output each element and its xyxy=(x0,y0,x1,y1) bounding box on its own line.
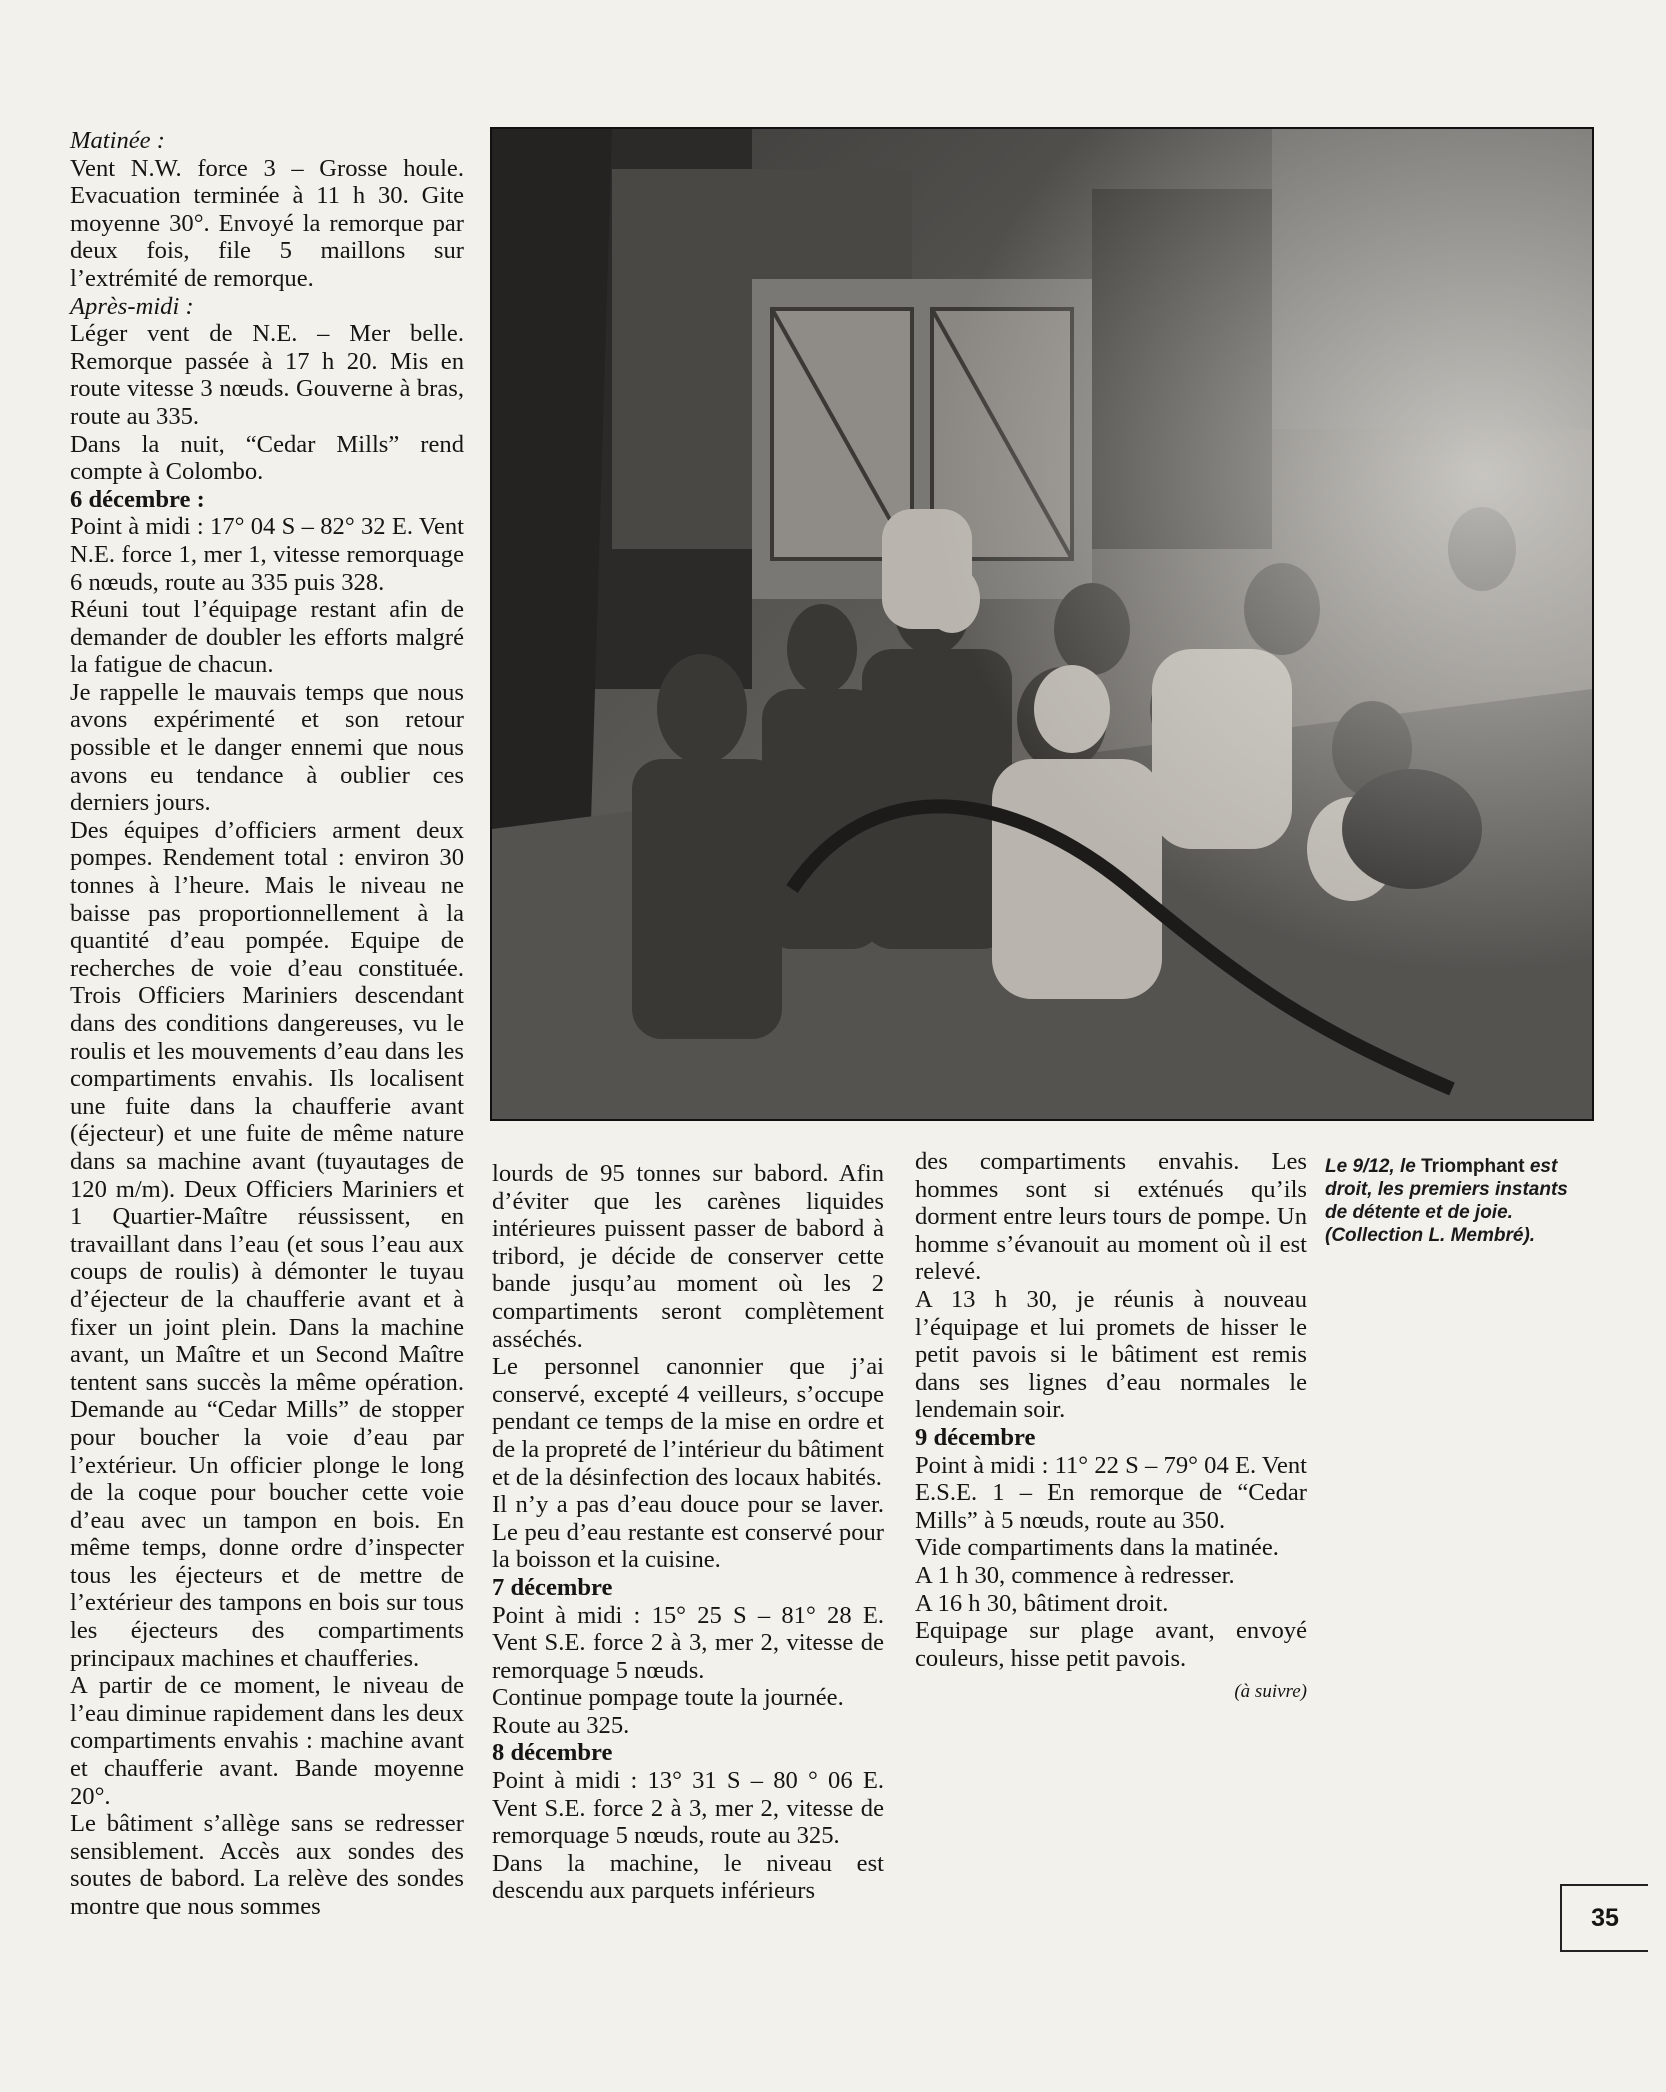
paragraph: Point à midi : 11° 22 S – 79° 04 E. Vent E.S.E. 1 – En remorque de “Cedar Mills” à 5 nœuds, route au 350. xyxy=(915,1451,1307,1534)
paragraph: Léger vent de N.E. – Mer belle. Remorque passée à 17 h 20. Mis en route vitesse 3 nœuds. Gouverne à bras, route au 335. xyxy=(70,320,464,430)
paragraph: lourds de 95 tonnes sur babord. Afin d’éviter que les carènes liquides intérieures puissent passer de babord à tribord, je décide de conserver cette bande jusqu’au moment où les 2 compartiments seront complètement asséchés. xyxy=(492,1160,884,1353)
crew-photograph xyxy=(490,127,1594,1121)
paragraph: Equipage sur plage avant, envoyé couleurs, hisse petit pavois. xyxy=(915,1617,1307,1672)
paragraph: Je rappelle le mauvais temps que nous avons expérimenté et son retour possible et le danger ennemi que nous avons eu tendance à oublier ces derniers jours. xyxy=(70,678,464,817)
paragraph: A 16 h 30, bâtiment droit. xyxy=(915,1589,1169,1617)
text-column-left xyxy=(70,127,464,1921)
caption-rest: est droit, les premiers instants de détente et de joie. (Collection L. Membré). xyxy=(1325,1156,1568,1246)
date-heading: 8 décembre xyxy=(492,1739,613,1767)
photo-caption xyxy=(1325,1155,1595,1247)
paragraph: Des équipes d’officiers arment deux pompes. Rendement total : environ 30 tonnes à l’heure. Mais le niveau ne baisse pas proportionnellement à la quantité d’eau pompée. Equipe de recherches de voie d’eau constituée. Trois Officiers Mariniers descendant dans des conditions dangereuses, vu le roulis et les mouvements d’eau dans les compartiments envahis. Ils localisent une fuite dans la chaufferie avant (éjecteur) et une fuite de même nature dans sa machine avant (tuyautages de 120 m/m). Deux Officiers Mariniers et 1 Quartier-Maître réussissent, en travaillant dans l’eau (et sous l’eau aux coups de roulis) à démonter le tuyau d’éjecteur de la chaufferie avant et à fixer un joint plein. Dans la machine avant, un Maître et un Second Maître tentent sans succès la même opération. Demande au “Cedar Mills” de stopper pour boucher la voie d’eau par l’extérieur. Un officier plonge le long de la coque pour boucher cette voie d’eau avec un tampon en bois. En même temps, donne ordre d’inspecter tous les éjecteurs et de mettre de l’extérieur des tampons en bois sur tous les éjecteurs des compartiments principaux machines et chaufferies. xyxy=(70,816,464,1672)
date-heading: 9 décembre xyxy=(915,1423,1036,1451)
paragraph: Dans la machine, le niveau est descendu aux parquets inférieurs xyxy=(492,1849,884,1905)
text-column-right xyxy=(915,1148,1307,1706)
paragraph: A 1 h 30, commence à redresser. xyxy=(915,1561,1235,1589)
text-column-middle xyxy=(492,1160,884,1905)
paragraph: Dans la nuit, “Cedar Mills” rend compte à Colombo. xyxy=(70,430,464,486)
paragraph: Point à midi : 17° 04 S – 82° 32 E. Vent N.E. force 1, mer 1, vitesse remorquage 6 nœuds, route au 335 puis 328. xyxy=(70,513,464,596)
continuation-note: (à suivre) xyxy=(1234,1681,1307,1703)
page-number: 35 xyxy=(1560,1884,1648,1952)
paragraph: Vide compartiments dans la matinée. xyxy=(915,1534,1279,1562)
paragraph: Réuni tout l’équipage restant afin de demander de doubler les efforts malgré la fatigue de chacun. xyxy=(70,596,464,679)
date-heading: 7 décembre xyxy=(492,1573,613,1601)
paragraph: des compartiments envahis. Les hommes sont si exténués qu’ils dorment entre leurs tours de pompe. Un homme s’évanouit au moment où il est relevé. xyxy=(915,1148,1307,1286)
paragraph: Route au 325. xyxy=(492,1711,630,1739)
section-heading: Matinée : xyxy=(70,127,165,154)
paragraph: A 13 h 30, je réunis à nouveau l’équipage et lui promets de hisser le petit pavois si le bâtiment est remis dans ses lignes d’eau normales le lendemain soir. xyxy=(915,1285,1307,1424)
paragraph: Point à midi : 15° 25 S – 81° 28 E. Vent S.E. force 2 à 3, mer 2, vitesse de remorquage 5 nœuds. xyxy=(492,1601,884,1684)
paragraph: Il n’y a pas d’eau douce pour se laver. Le peu d’eau restante est conservé pour la boisson et la cuisine. xyxy=(492,1491,884,1574)
paragraph: Le personnel canonnier que j’ai conservé, excepté 4 veilleurs, s’occupe pendant ce temps de la mise en ordre et de la propreté de l’intérieur du bâtiment et de la désinfection des locaux habités. xyxy=(492,1353,884,1491)
caption-ship-name: Triomphant xyxy=(1421,1156,1525,1177)
paragraph: Vent N.W. force 3 – Grosse houle. Evacuation terminée à 11 h 30. Gite moyenne 30°. Envoyé la remorque par deux fois, file 5 maillons sur l’extrémité de remorque. xyxy=(70,154,464,292)
caption-lead: Le 9/12, le xyxy=(1325,1156,1422,1177)
date-heading: 6 décembre : xyxy=(70,485,205,513)
section-heading: Après-midi : xyxy=(70,292,194,320)
paragraph: Le bâtiment s’allège sans se redresser sensiblement. Accès aux sondes des soutes de babord. La relève des sondes montre que nous sommes xyxy=(70,1810,464,1920)
paragraph: Point à midi : 13° 31 S – 80 ° 06 E. Vent S.E. force 2 à 3, mer 2, vitesse de remorquage 5 nœuds, route au 325. xyxy=(492,1767,884,1850)
paragraph: A partir de ce moment, le niveau de l’eau diminue rapidement dans les deux compartiments envahis : machine avant et chaufferie avant. Bande moyenne 20°. xyxy=(70,1672,464,1810)
paragraph: Continue pompage toute la journée. xyxy=(492,1684,844,1712)
